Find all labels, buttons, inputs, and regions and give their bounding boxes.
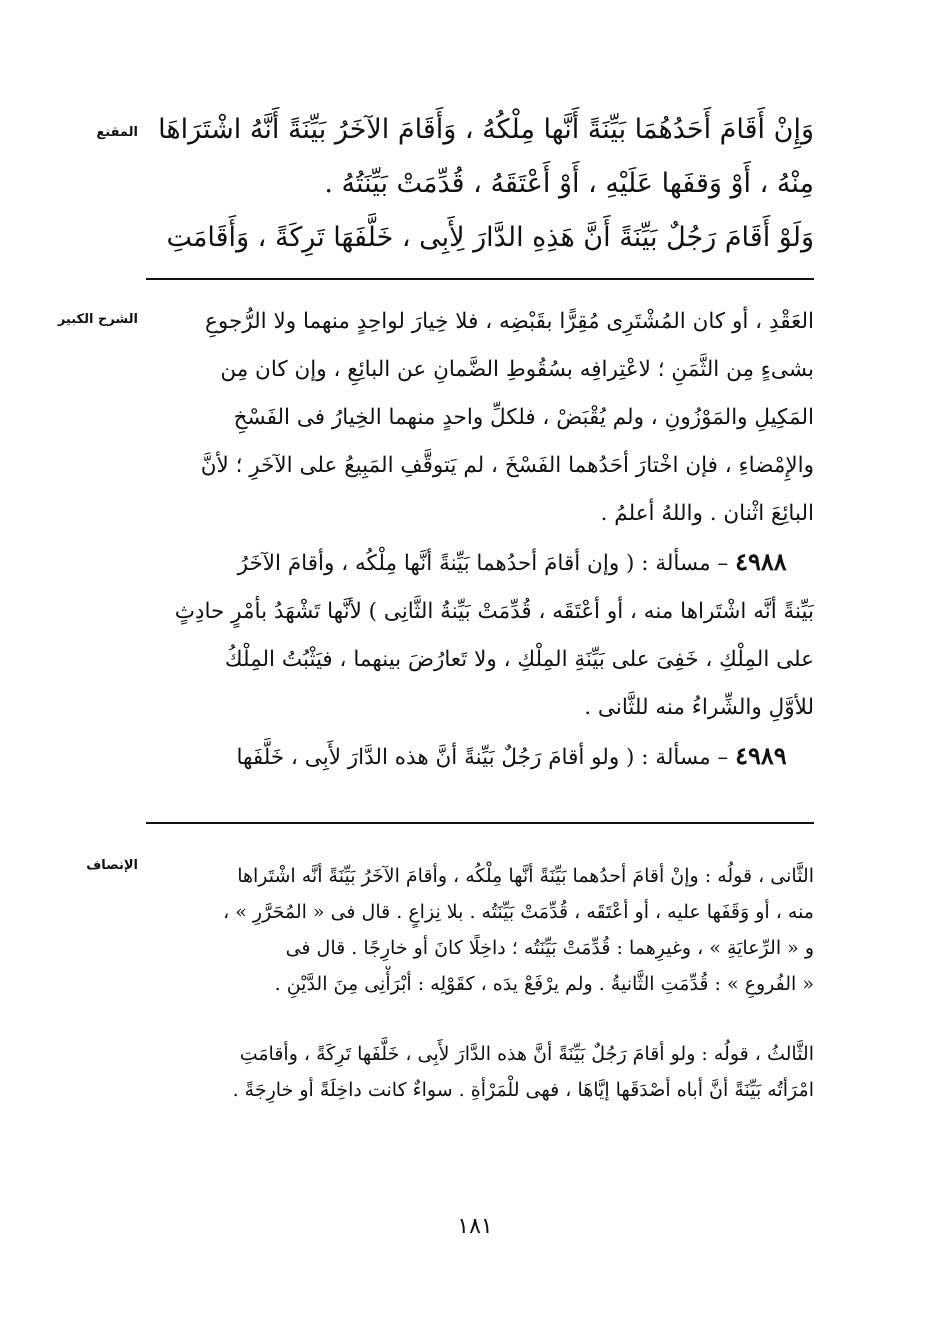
text-line: منه ، أو وَقَفَها عليه ، أو أعْتَقَه ، قُدِّمَتْ بَيِّنَتُه . بلا نِزاعٍ . قال فى « المُحَرَّرِ » ، [223, 901, 814, 923]
text-line: و « الرِّعايَةِ » ، وغيرِهما : قُدِّمَتْ بَيِّنَتُه ؛ داخِلًا كانَ أو خارِجًا . قال فى [285, 937, 814, 959]
masala-text: – مسألة : ( ولو أقامَ رَجُلٌ بَيِّنةً أنَّ هذه الدَّارَ لأَبِى ، خَلَّفَها [236, 745, 729, 770]
paragraph [134, 858, 814, 1002]
insaf-section [0, 858, 950, 1158]
muqni-line: مِنْهُ ، أَوْ وَقفَها عَلَيْهِ ، أَوْ أَعْتَقَهُ ، قُدِّمَتْ بَيِّنَتُهُ . [324, 168, 814, 199]
text-line: البائِعَ اثْنان . واللهُ أعلمُ . [600, 501, 814, 526]
masala-number: ٤٩٨٨ [735, 547, 787, 576]
muqni-line: وَإِنْ أَقَامَ أَحَدُهُمَا بَيِّنَةً أَنَّها مِلْكُهُ ، وَأَقَامَ الآخَرُ بَيِّنَةً أَنَّهُ اشْتَرَاهَا [158, 114, 814, 145]
text-line: والإِمْضاءِ ، فإن اخْتارَ أحَدُهما الفَسْخَ ، لم يَتوقَّفِ المَبِيعُ على الآخَرِ ؛ لأنَّ [200, 453, 814, 478]
text-line: الثَّانى ، قولُه : وإنْ أقامَ أحدُهما بَيِّنَةً أنَّها مِلْكُه ، وأقامَ الآخَرُ بَيِّنَةً أنَّه اشْتَراها [237, 865, 814, 887]
text-line: بشىءٍ مِن الثَّمَنِ ؛ لاعْتِرافِه بسُقُوطِ الضَّمانِ عن البائِعِ ، وإن كان مِن [220, 357, 814, 382]
text-line: امْرَأتُه بَيِّنَةً أنَّ أباه أصْدَقَها إيَّاهَا ، فهى للْمَرْأةِ . سواءٌ كانت داخِلَةً أو خارِجَةً . [232, 1079, 814, 1101]
text-line: للأوَّلِ والشِّراءُ منه للثَّانى . [584, 695, 814, 720]
text-line: بَيِّنةً أنَّه اشْتَراها منه ، أو أعْتَقَه ، قُدِّمَتْ بَيِّنةُ الثَّانِى ) لأنَّها تَشْهَدُ بأمْرٍ حادِثٍ [174, 599, 814, 624]
masala-text: – مسألة : ( وإن أقامَ أحدُهما بَيِّنةً أنَّها مِلْكُه ، وأقامَ الآخَرُ [237, 551, 729, 576]
muqni-section [0, 103, 950, 273]
insaf-text [134, 858, 814, 1108]
masala-paragraph [134, 538, 814, 732]
page-number: ١٨١ [457, 1214, 493, 1239]
text-line: المَكِيلِ والمَوْزُونِ ، ولم يُقْبَضْ ، فلكلِّ واحدٍ منهما الخِيارُ فى الفَسْخِ [233, 405, 814, 430]
masala-number: ٤٩٨٩ [735, 741, 787, 770]
paragraph [134, 298, 814, 538]
paragraph-gap [134, 1002, 814, 1036]
text-line [134, 538, 814, 588]
sharh-kabir-text [134, 298, 814, 782]
muqni-line: وَلَوْ أَقَامَ رَجُلٌ بَيِّنَةً أَنَّ هَذِهِ الدَّارَ لِأَبِى ، خَلَّفَهَا تَرِكَةً ، وَأَقَامَتِ [166, 222, 814, 253]
text-line: « الفُروعِ » : قُدِّمَتِ الثَّانيةُ . ولم يرْفَعْ يدَه ، كقَوْلِه : أبْرَأْنِى مِنَ الدَّيْنِ . [274, 973, 814, 995]
section-label-sharh-kabir: الشرح الكبير [57, 312, 138, 327]
divider-rule [146, 278, 814, 280]
sharh-kabir-section [0, 298, 950, 798]
section-label-muqni: المقنع [96, 125, 138, 140]
text-line: الثَّالثُ ، قولُه : ولو أقامَ رَجُلٌ بَيِّنَةً أنَّ هذه الدَّارَ لأَبِى ، خَلَّفَها تَرِكَةً ، وأقامَتِ [239, 1043, 814, 1065]
divider-rule [146, 822, 814, 824]
paragraph [134, 1036, 814, 1108]
masala-paragraph [134, 732, 814, 782]
section-label-insaf: الإنصاف [86, 858, 138, 873]
text-line: على المِلْكِ ، خَفِىَ على بَيِّنَةِ المِلْكِ ، ولا تَعارُضَ بينهما ، فيَثْبُتُ المِلْكُ [224, 647, 814, 672]
text-line [134, 732, 814, 782]
text-line: العَقْدِ ، أو كان المُشْتَرِى مُقِرًّا بقَبْضِه ، فلا خِيارَ لواحِدٍ منهما ولا الرُّجوعِ [205, 309, 814, 334]
muqni-text [134, 103, 814, 265]
